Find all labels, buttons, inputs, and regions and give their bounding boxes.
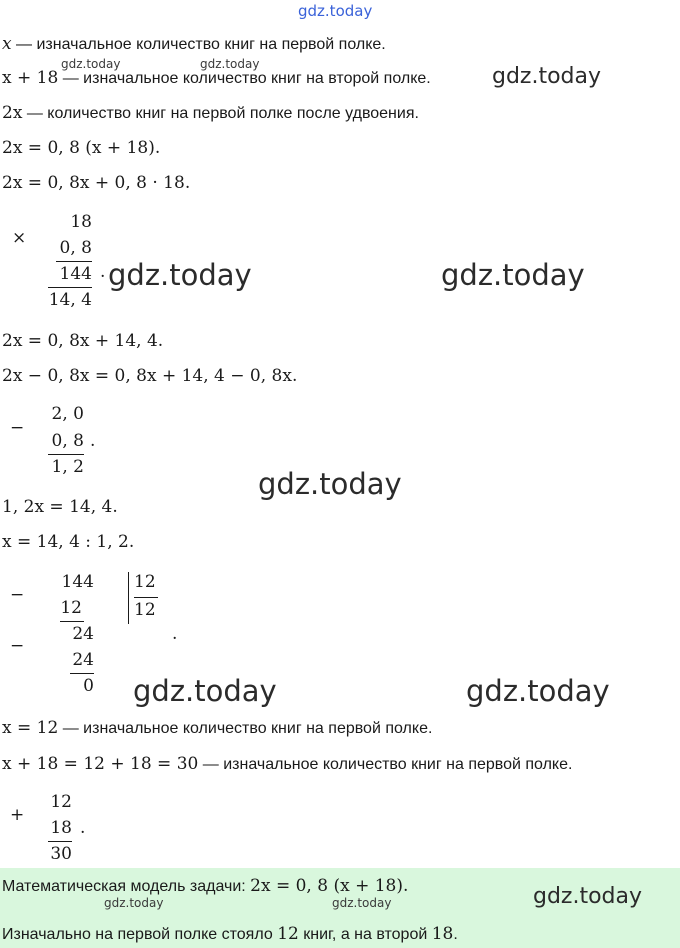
div-line-2	[70, 673, 94, 674]
summary-answer-end: .	[453, 926, 458, 943]
mult-dot: .	[100, 262, 106, 282]
add-result: 30	[50, 844, 72, 864]
watermark-small: gdz.today	[332, 896, 392, 910]
mult-sign: ×	[12, 228, 27, 248]
div-sign-2: −	[10, 636, 25, 656]
summary-answer-mid: книг, а на второй	[298, 926, 432, 943]
equation-3: 2x = 0, 8x + 14, 4.	[2, 331, 164, 351]
sub-operand-a: 2, 0	[51, 404, 84, 424]
equation-5: 1, 2x = 14, 4.	[2, 497, 118, 517]
watermark-top: gdz.today	[298, 2, 373, 20]
summary-answer-n2: 18	[431, 924, 454, 944]
div-sign-1: −	[10, 585, 25, 605]
summary-model-equation: 2x = 0, 8 (x + 18).	[250, 876, 409, 896]
add-dot: .	[80, 818, 86, 838]
sub-dot: .	[90, 431, 96, 451]
mult-operand-a: 18	[70, 212, 92, 232]
sub-operand-b: 0, 8	[51, 431, 84, 451]
mult-line-2	[48, 287, 92, 288]
add-operand-a: 12	[50, 792, 72, 812]
watermark-inline: gdz.today	[533, 884, 643, 909]
watermark-small: gdz.today	[200, 57, 260, 71]
var-x: x	[2, 34, 12, 54]
div-dividend: 144	[61, 572, 94, 592]
line-2-text: — изначальное количество книг на второй полке.	[58, 70, 431, 87]
watermark-small: gdz.today	[104, 896, 164, 910]
line-3	[2, 103, 419, 123]
watermark-big: gdz.today	[466, 674, 610, 708]
mult-operand-b: 0, 8	[59, 238, 92, 258]
add-sign: +	[10, 805, 25, 825]
add-operand-b: 18	[50, 818, 72, 838]
div-bracket	[128, 572, 129, 624]
summary-model	[2, 876, 408, 896]
watermark-big: gdz.today	[441, 258, 585, 292]
watermark-big: gdz.today	[258, 467, 402, 501]
watermark-small: gdz.today	[61, 57, 121, 71]
add-line	[48, 841, 72, 842]
line-15-text: — изначальное количество книг на первой полке.	[58, 720, 433, 737]
line-1	[2, 34, 386, 54]
div-subtrahend-1: 12	[60, 598, 82, 618]
sub-sign: −	[10, 418, 25, 438]
div-divisor: 12	[134, 572, 156, 592]
sub-line	[48, 454, 84, 455]
equation-7: x = 12	[2, 718, 59, 738]
line-3-text: — количество книг на первой полке после удвоения.	[22, 105, 419, 122]
line-16-text: — изначальное количество книг на первой полке.	[198, 756, 573, 773]
watermark-big: gdz.today	[133, 674, 277, 708]
watermark-inline: gdz.today	[492, 64, 602, 89]
summary-model-label: Математическая модель задачи:	[2, 878, 251, 895]
expr-x-plus-18: x + 18	[2, 68, 59, 88]
div-quotient: 12	[134, 600, 156, 620]
equation-4: 2x − 0, 8x = 0, 8x + 14, 4 − 0, 8x.	[2, 366, 298, 386]
line-2	[2, 68, 431, 88]
summary-answer-n1: 12	[277, 924, 299, 944]
equation-8: x + 18 = 12 + 18 = 30	[2, 754, 199, 774]
div-final-remainder: 0	[83, 676, 94, 696]
summary-answer	[2, 924, 458, 944]
watermark-big: gdz.today	[108, 258, 252, 292]
div-dot: .	[172, 624, 178, 644]
summary-answer-pre: Изначально на первой полке стояло	[2, 926, 278, 943]
mult-result: 14, 4	[48, 290, 92, 310]
equation-2: 2x = 0, 8x + 0, 8 · 18.	[2, 173, 191, 193]
equation-1: 2x = 0, 8 (x + 18).	[2, 138, 161, 158]
mult-partial: 144	[59, 264, 92, 284]
expr-2x: 2x	[2, 103, 23, 123]
line-16	[2, 754, 572, 774]
equation-6: x = 14, 4 : 1, 2.	[2, 532, 135, 552]
div-remainder-1: 24	[72, 624, 94, 644]
div-subtrahend-2: 24	[72, 650, 94, 670]
mult-line-1	[56, 261, 92, 262]
line-15	[2, 718, 432, 738]
div-bracket-line	[134, 597, 158, 598]
div-line-1	[60, 621, 84, 622]
line-1-text: — изначальное количество книг на первой полке.	[11, 36, 386, 53]
sub-result: 1, 2	[51, 457, 84, 477]
